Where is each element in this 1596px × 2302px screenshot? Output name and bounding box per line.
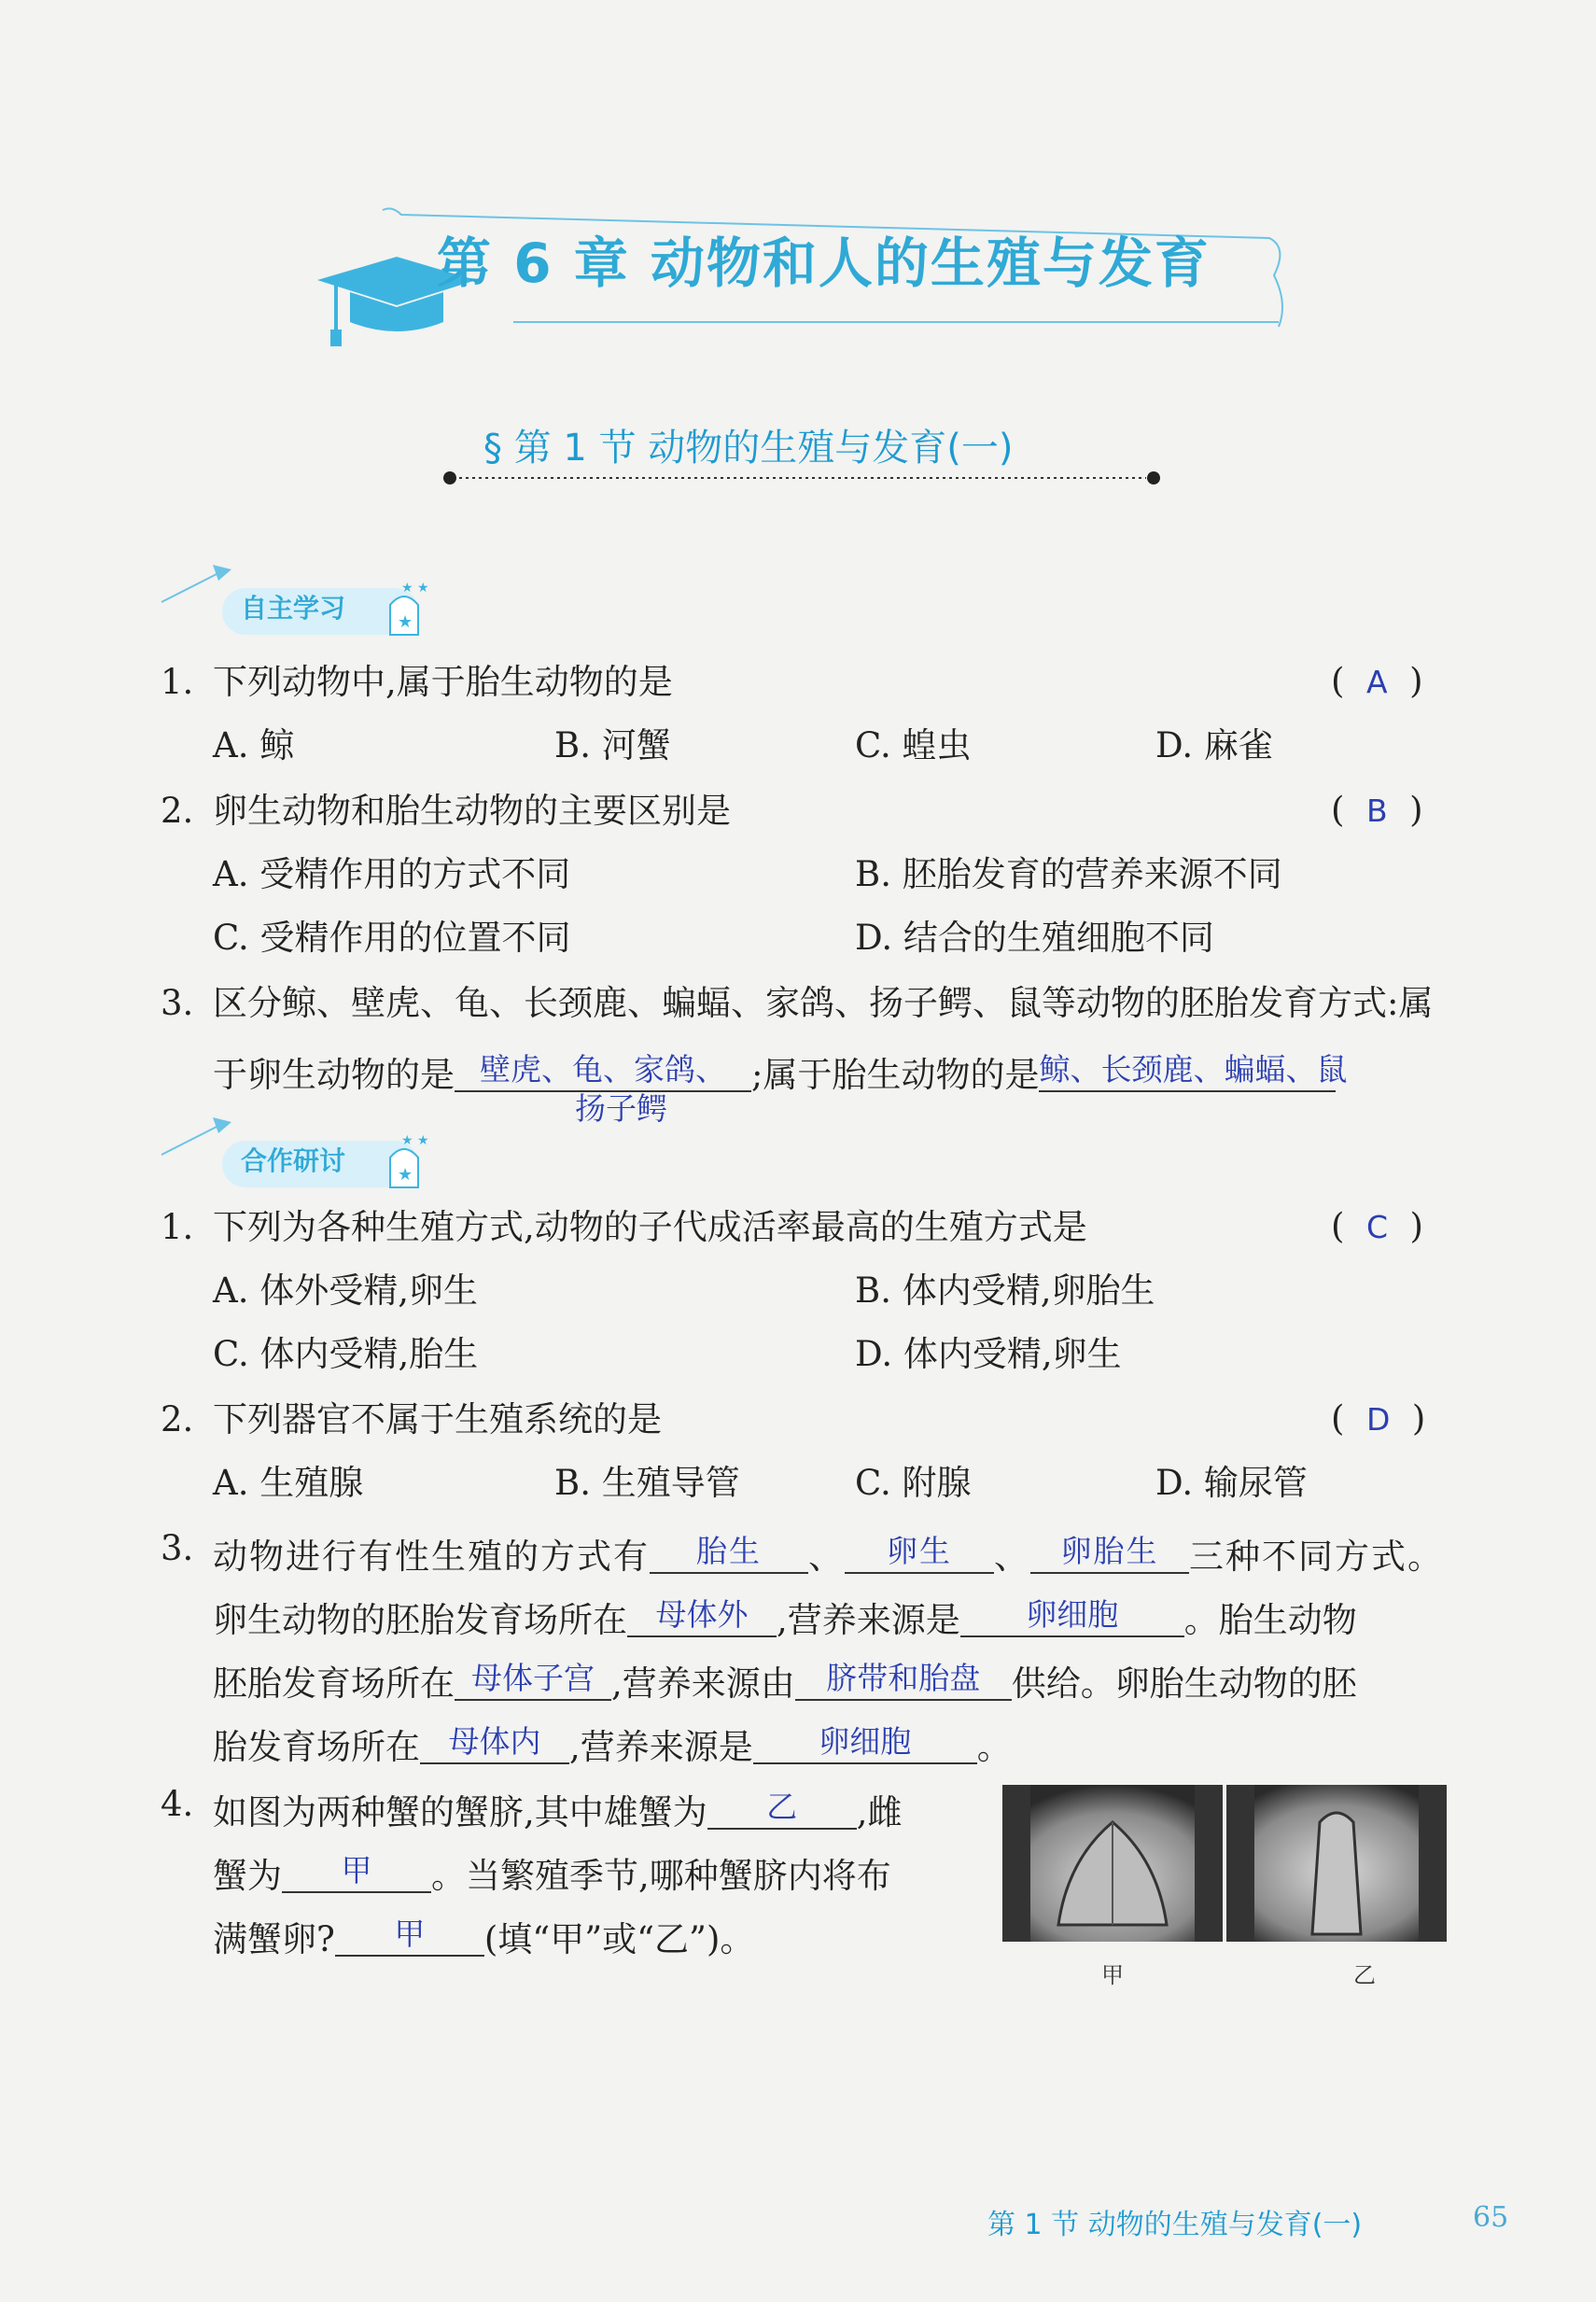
question-text-part: 。当繁殖季节,哪种蟹脐内将布 (431, 1856, 891, 1896)
answer-value: 乙 (766, 1789, 798, 1825)
answer-blank (960, 1594, 1184, 1637)
option: A. 生殖腺 (213, 1463, 364, 1503)
question-line (213, 1658, 1357, 1704)
question-text: 下列为各种生殖方式,动物的子代成活率最高的生殖方式是 (213, 1207, 1087, 1247)
question-text-part: 。 (976, 1727, 1012, 1767)
page-number: 65 (1473, 2201, 1509, 2234)
question-number: 2. (161, 1399, 194, 1439)
question-text-part: 、 (994, 1537, 1030, 1577)
answer-blank (335, 1914, 484, 1957)
option: A. 鲸 (213, 725, 295, 765)
footer-section: 第 1 节 动物的生殖与发育(一) (987, 2209, 1363, 2241)
svg-text:★ ★: ★ ★ (401, 1133, 429, 1148)
question-text-part: ,营养来源由 (611, 1663, 795, 1704)
question-text-part: ,营养来源是 (569, 1727, 753, 1767)
question-number: 1. (161, 662, 194, 702)
question-text-part: ,雌 (856, 1792, 903, 1832)
question-text-part: 满蟹卵? (213, 1919, 335, 1959)
question-text-part: 胚胎发育场所在 (213, 1663, 455, 1704)
question-text-part: ,营养来源是 (777, 1600, 960, 1640)
answer-value: 母体内 (448, 1723, 541, 1760)
option: D. 输尿管 (1155, 1463, 1308, 1503)
answer-value: 甲 (394, 1916, 426, 1952)
svg-text:★: ★ (398, 612, 413, 632)
question-number: 3. (161, 1528, 194, 1568)
question-text-part: 于卵生动物的是 (213, 1055, 455, 1095)
question-text-part: 胎发育场所在 (213, 1727, 420, 1767)
question-text-part: 卵生动物的胚胎发育场所在 (213, 1600, 627, 1640)
question-line (213, 1914, 754, 1957)
question-text-part: 。胎生动物 (1183, 1600, 1357, 1640)
option: A. 体外受精,卵生 (213, 1270, 479, 1311)
answer-value: 母体外 (655, 1596, 749, 1633)
option: B. 体内受精,卵胎生 (855, 1270, 1155, 1311)
option: C. 附腺 (855, 1463, 972, 1503)
cooperation-badge: 合作研讨 (241, 1145, 346, 1176)
question-text-part: (填“甲”或“乙”)。 (483, 1919, 755, 1959)
answer-value: 甲 (341, 1852, 372, 1888)
answer-value: 壁虎、龟、家鸽、 (480, 1051, 726, 1088)
answer-blank (845, 1531, 994, 1574)
question-number: 2. (161, 791, 194, 831)
option: C. 体内受精,胎生 (213, 1334, 479, 1374)
question-line (213, 1531, 1444, 1577)
answer-bracket: ( A ) (1331, 661, 1423, 701)
answer-bracket: ( C ) (1331, 1206, 1423, 1246)
option: C. 蝗虫 (855, 725, 972, 765)
answer-value: 卵细胞 (1026, 1596, 1119, 1633)
question-number: 3. (161, 983, 194, 1023)
answer-value: A (1365, 664, 1388, 700)
answer-value: 卵胎生 (1060, 1533, 1159, 1569)
question-text-part: 、 (808, 1537, 845, 1577)
answer-value: 卵细胞 (819, 1723, 912, 1760)
answer-value: C (1365, 1209, 1389, 1245)
question-text-part: 三种不同方式。 (1189, 1537, 1444, 1577)
question-text-part: 蟹为 (213, 1856, 282, 1896)
question-text: 下列动物中,属于胎生动物的是 (213, 662, 673, 702)
question-number: 4. (161, 1784, 194, 1824)
answer-blank (420, 1721, 569, 1764)
chapter-title: 第 6 章 动物和人的生殖与发育 (437, 232, 1211, 295)
answer-blank (455, 1658, 611, 1701)
question-text (213, 1049, 1348, 1095)
answer-blank (795, 1658, 1012, 1701)
svg-text:★ ★: ★ ★ (401, 581, 429, 596)
section-title: § 第 1 节 动物的生殖与发育(一) (483, 427, 1014, 470)
option: B. 生殖导管 (554, 1463, 740, 1503)
answer-blank (1039, 1049, 1348, 1092)
answer-blank (753, 1721, 977, 1764)
question-text: 卵生动物和胎生动物的主要区别是 (213, 791, 731, 831)
answer-blank (282, 1850, 431, 1893)
answer-value: 胎生 (696, 1533, 762, 1569)
question-line (213, 1787, 903, 1830)
answer-value: B (1365, 793, 1388, 829)
question-text-part: ;属于胎生动物的是 (751, 1055, 1040, 1095)
question-line (213, 1850, 891, 1896)
answer-value: 卵生 (887, 1533, 952, 1569)
question-line (213, 1721, 1012, 1767)
crab-apron-photo-female (1002, 1785, 1223, 1942)
question-text-part: 动物进行有性生殖的方式有 (213, 1537, 650, 1577)
option: D. 体内受精,卵生 (855, 1334, 1122, 1374)
self-study-badge: 自主学习 (241, 593, 346, 624)
answer-blank (627, 1594, 777, 1637)
answer-value-continued: 扬子鳄 (575, 1090, 667, 1127)
question-text-part: 如图为两种蟹的蟹脐,其中雄蟹为 (213, 1792, 707, 1832)
answer-bracket: ( B ) (1331, 790, 1423, 830)
answer-value: D (1365, 1401, 1391, 1438)
question-text: 区分鲸、壁虎、龟、长颈鹿、蝙蝠、家鸽、扬子鳄、鼠等动物的胚胎发育方式:属 (213, 983, 1434, 1023)
option: D. 结合的生殖细胞不同 (855, 918, 1214, 958)
answer-blank (650, 1531, 808, 1574)
photo-caption-right: 乙 (1353, 1962, 1376, 1988)
answer-bracket: ( D ) (1331, 1398, 1426, 1439)
answer-value: 脐带和胎盘 (826, 1660, 981, 1696)
option: C. 受精作用的位置不同 (213, 918, 571, 958)
question-text-part: 供给。卵胎生动物的胚 (1011, 1663, 1357, 1704)
option: B. 河蟹 (554, 725, 671, 765)
answer-blank (707, 1787, 857, 1830)
answer-blank (1030, 1531, 1189, 1574)
svg-text:★: ★ (398, 1165, 413, 1185)
option: D. 麻雀 (1155, 725, 1273, 765)
question-line (213, 1594, 1357, 1640)
photo-caption-left: 甲 (1101, 1962, 1124, 1988)
section-divider (439, 467, 1167, 489)
question-text: 下列器官不属于生殖系统的是 (213, 1399, 662, 1439)
answer-value: 鲸、长颈鹿、蝙蝠、鼠 (1039, 1051, 1348, 1088)
answer-value: 母体子宫 (471, 1660, 595, 1696)
crab-apron-photo-male (1226, 1785, 1447, 1942)
option: B. 胚胎发育的营养来源不同 (855, 854, 1282, 894)
option: A. 受精作用的方式不同 (213, 854, 571, 894)
question-number: 1. (161, 1207, 194, 1247)
